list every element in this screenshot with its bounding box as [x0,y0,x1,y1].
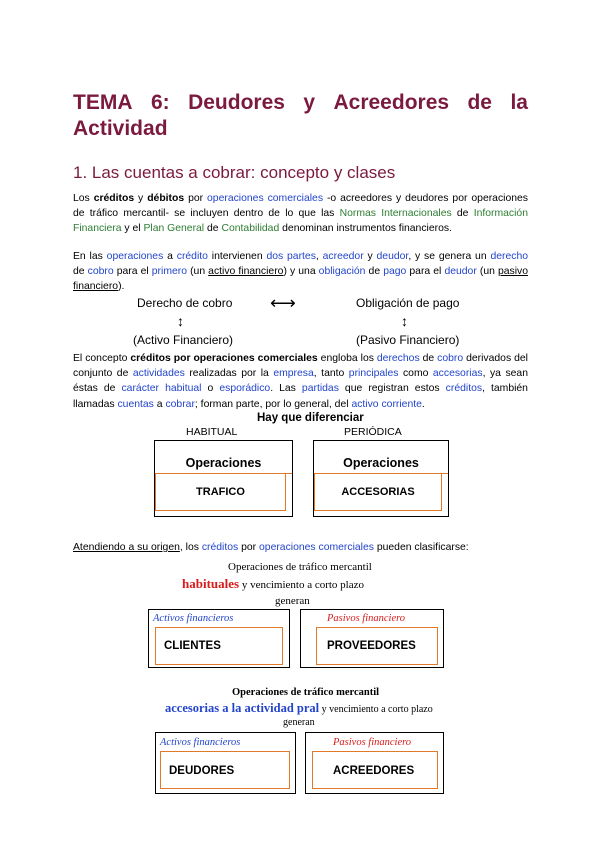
pasivos-label: Pasivos financiero [327,613,406,624]
block1-line1: Operaciones de tráfico mercantil [228,561,372,573]
pasivos-label: Pasivos financiero [333,737,412,748]
title-word: y [303,91,316,114]
block1-line2: habituales y vencimiento a corto plazo [182,576,365,591]
origen-line: Atendiendo a su origen, los créditos por operaciones comerciales pueden clasificarse: [73,542,469,553]
paragraph-3: El concepto créditos por operaciones comerciales engloba los derechos de cobro derivados del conjunto de actividades realizadas por la empresa, tanto principales como accesorias, ya sean éstas de carácter habitual o esporádico. Las partidas que registran estos créditos, también llamadas cuentas a cobrar; forman parte, por lo general, del activo corriente. [73,353,528,410]
paragraph-1: Los créditos y débitos por operaciones comerciales -o acreedores y deudores por operaciones de tráfico mercantil- se incluyen dentro de lo que las Normas Internacionales de Información Financiera y el Plan General de Contabilidad denominan instrumentos financieros. [73,193,528,235]
acreedores-value: ACREEDORES [312,751,438,789]
clientes-value: CLIENTES [155,627,283,665]
section-heading: 1. Las cuentas a cobrar: concepto y clases [73,163,396,182]
diagram-left-top: Derecho de cobro [137,296,233,310]
habitual-box [154,440,293,517]
habitual-box-top: Operaciones [155,441,292,474]
habitual-box-bottom: TRAFICO [155,474,286,511]
block2-generan: generan [283,717,315,728]
acreedores-box [305,732,444,794]
proveedores-box [300,609,444,668]
title-word: 6: [150,91,170,114]
title-line-2: Actividad [73,117,168,140]
diff-heading: Hay que diferenciar [257,412,364,424]
periodica-label: PERIÓDICA [344,426,402,438]
title-word: la [510,91,528,114]
title-word: Acreedores [333,91,450,114]
block1-generan: generan [275,595,310,607]
diagram-right-bottom: (Pasivo Financiero) [356,333,460,347]
paragraph-2: En las operaciones a crédito intervienen dos partes, acreedor y deudor, y se genera un derecho de cobro para el primero (un activo financiero) y una obligación de pago para el deudor (un pasivo financiero). [73,251,529,293]
diagram-right-top: Obligación de pago [356,296,460,310]
block2-line1: Operaciones de tráfico mercantil [232,687,380,698]
title-word: TEMA [73,91,133,114]
vertical-arrow-icon: ↕ [177,313,184,329]
deudores-box [155,732,296,794]
vertical-arrow-icon: ↕ [401,313,408,329]
page-title [73,90,528,142]
periodica-box [313,440,449,517]
periodica-box-bottom: ACCESORIAS [314,474,442,511]
title-word: Deudores [188,91,285,114]
diagram-left-bottom: (Activo Financiero) [133,333,234,347]
block2-line2: accesorias a la actividad pral y vencimiento a corto plazo [165,701,433,715]
activos-label: Activos financieros [160,737,241,748]
deudores-value: DEUDORES [160,751,290,789]
title-word: de [467,91,492,114]
clientes-box [148,609,290,668]
double-arrow-icon: ⟷ [270,293,296,313]
activos-label: Activos financieros [153,613,234,624]
periodica-box-top: Operaciones [314,441,448,474]
habitual-label: HABITUAL [186,426,238,438]
proveedores-value: PROVEEDORES [316,627,438,665]
